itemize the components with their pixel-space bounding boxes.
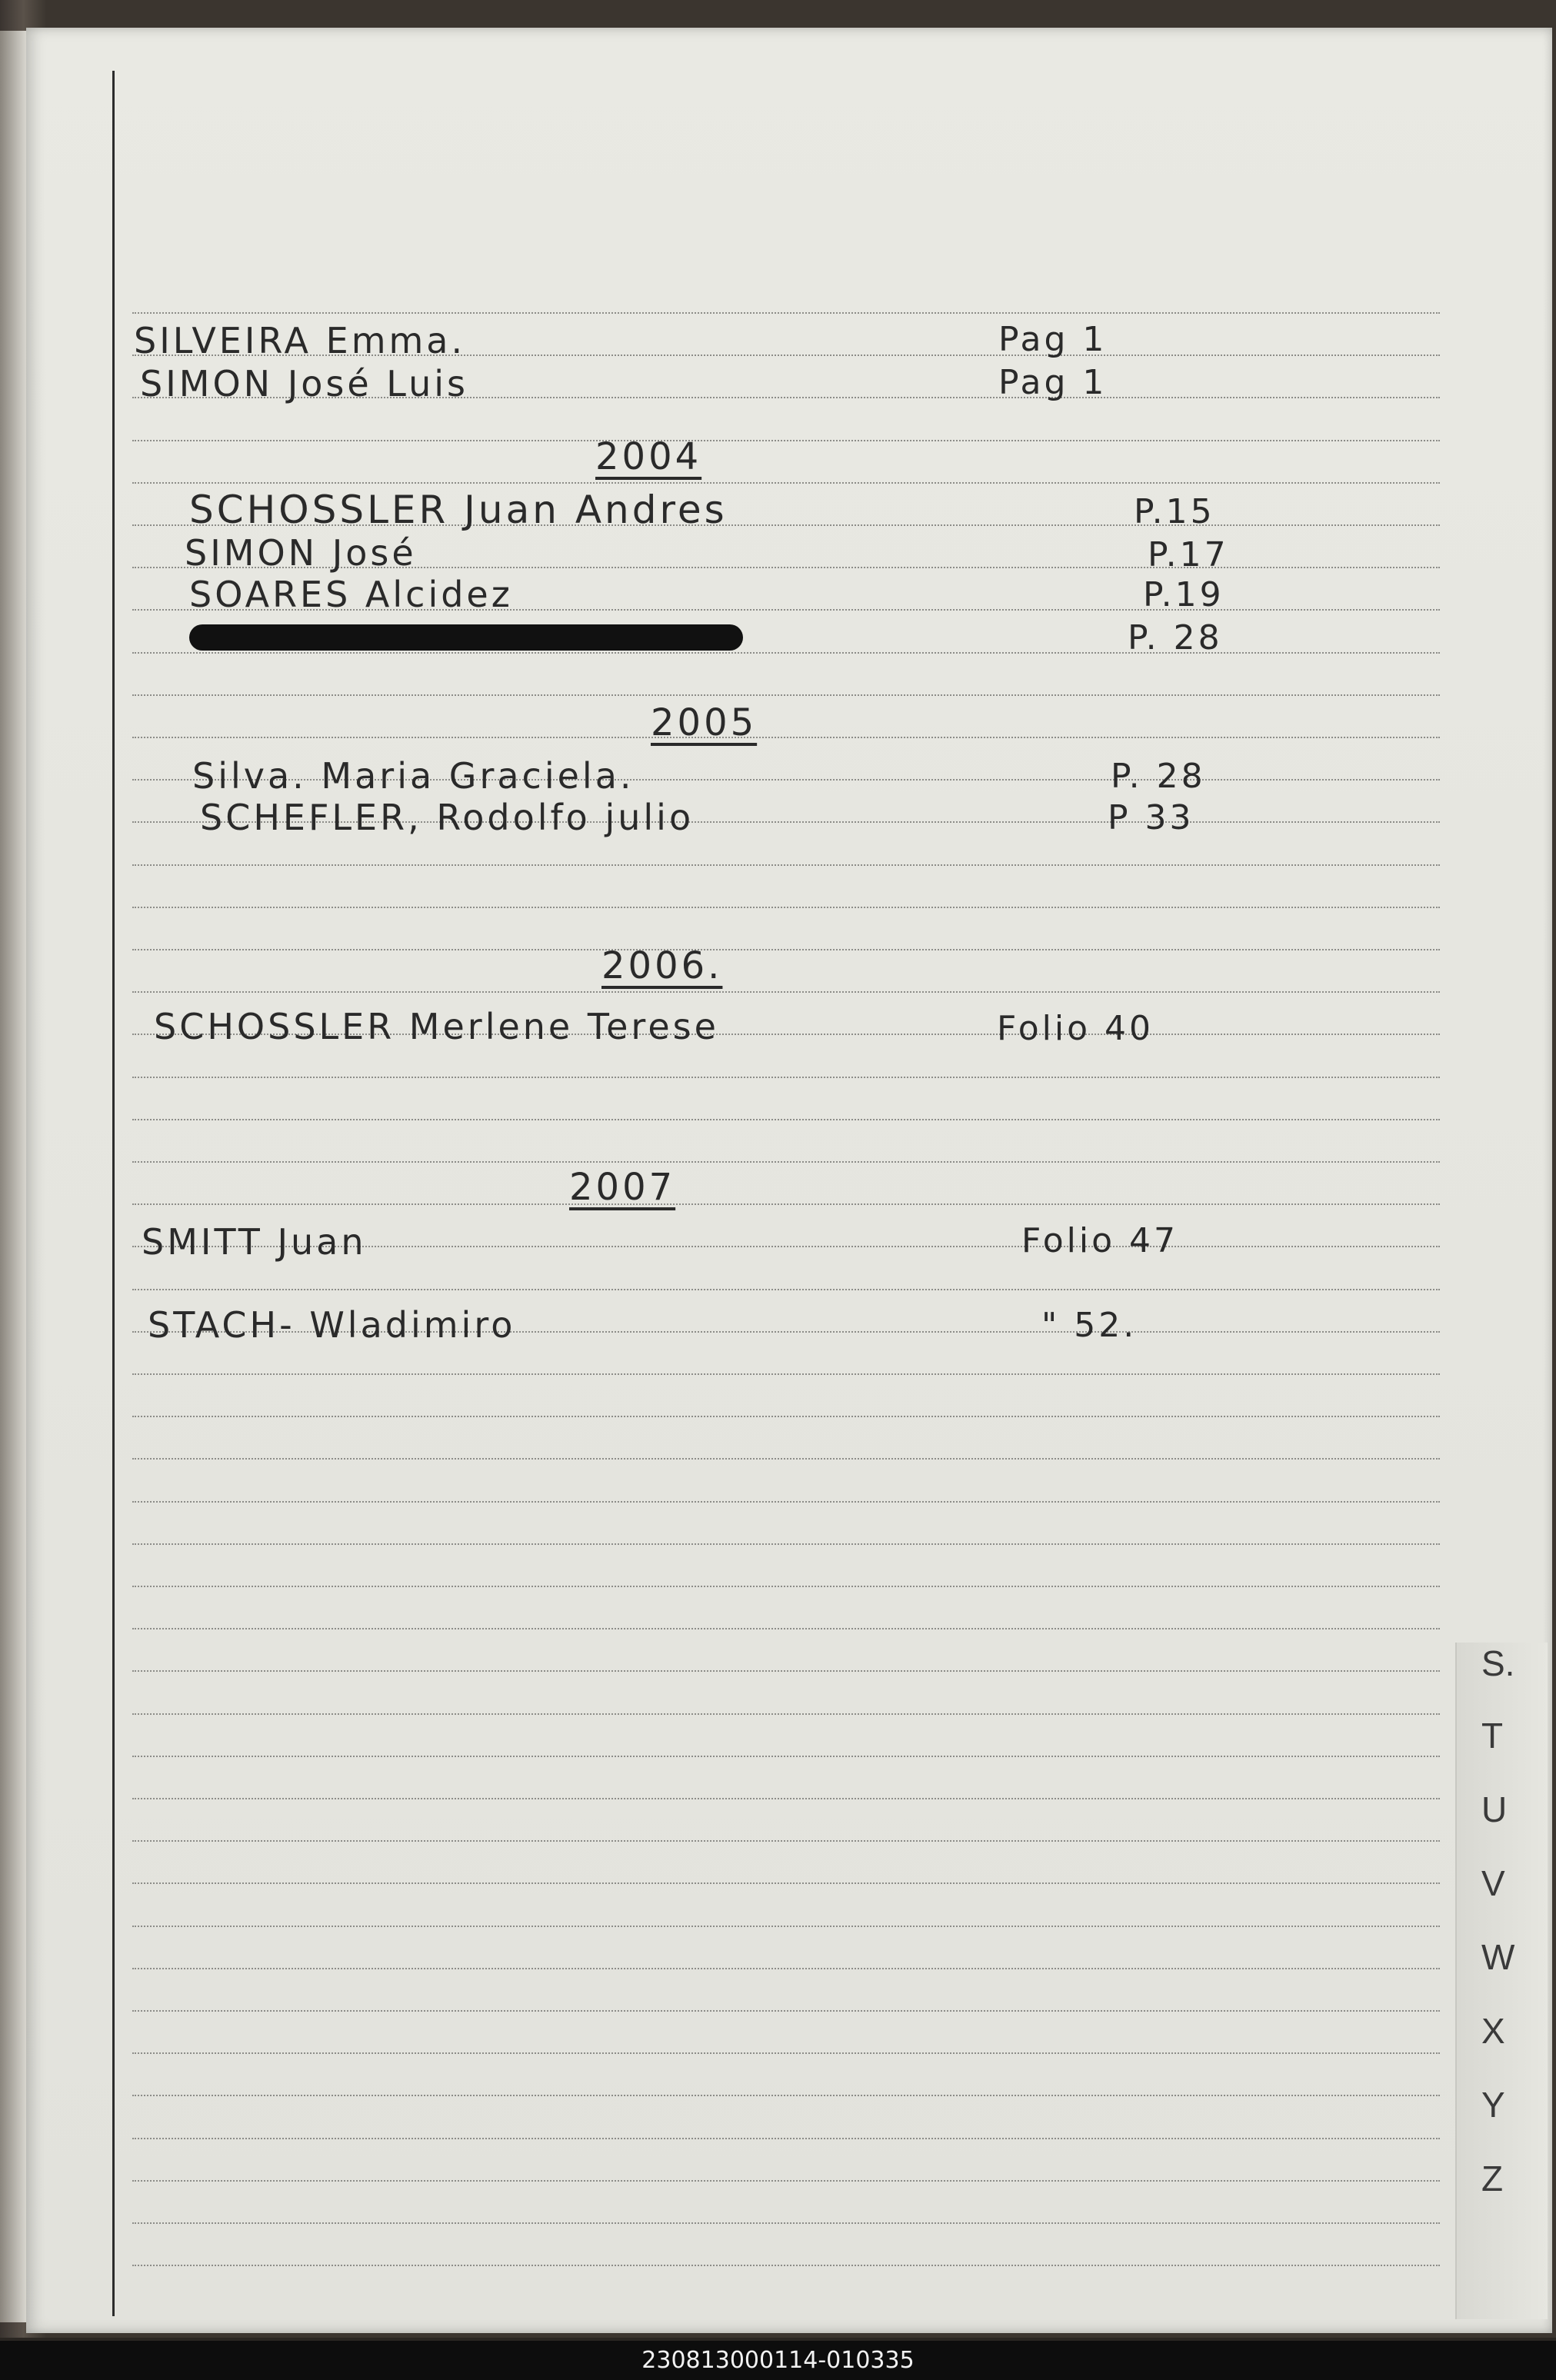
ruled-line	[132, 737, 1440, 738]
entry-page-ref: Pag 1	[998, 363, 1108, 402]
entry-name: SCHOSSLER Merlene Terese	[154, 1006, 719, 1047]
entry-page-ref: " 52.	[1041, 1306, 1138, 1345]
index-tab-x[interactable]: X	[1481, 2011, 1505, 2051]
margin-line	[112, 71, 115, 2316]
ruled-line	[132, 2138, 1440, 2139]
ruled-line	[132, 1798, 1440, 1799]
entry-name: SIMON José Luis	[140, 363, 469, 404]
ledger-page	[26, 28, 1552, 2333]
ruled-line	[132, 991, 1440, 993]
year-heading: 2005	[651, 701, 758, 744]
ruled-line	[132, 1416, 1440, 1417]
entry-page-ref: P.15	[1134, 492, 1215, 531]
ruled-line	[132, 1119, 1440, 1120]
redacted-entry	[189, 624, 743, 651]
ruled-line	[132, 652, 1440, 654]
ruled-line	[132, 1373, 1440, 1375]
ruled-line	[132, 1501, 1440, 1503]
index-tab-v[interactable]: V	[1481, 1863, 1505, 1903]
entry-name: SOARES Alcidez	[189, 574, 513, 615]
year-heading: 2006.	[601, 944, 723, 987]
ruled-line	[132, 2180, 1440, 2182]
ruled-line	[132, 907, 1440, 908]
entry-page-ref: Folio 40	[997, 1009, 1155, 1048]
ruled-line	[132, 949, 1440, 950]
ruled-line	[132, 1840, 1440, 1842]
ruled-line	[132, 312, 1440, 314]
entry-page-ref: P. 28	[1111, 757, 1206, 796]
ruled-line	[132, 1161, 1440, 1163]
index-tab-t[interactable]: T	[1481, 1716, 1504, 1756]
entry-page-ref: P 33	[1108, 798, 1194, 837]
ruled-line	[132, 2095, 1440, 2096]
year-heading: 2007	[569, 1166, 676, 1209]
ruled-line	[132, 1203, 1440, 1205]
ruled-line	[132, 1670, 1440, 1672]
ruled-line	[132, 1586, 1440, 1587]
entry-page-ref: P.17	[1148, 535, 1229, 574]
ruled-line	[132, 2222, 1440, 2224]
ruled-line	[132, 1628, 1440, 1629]
ruled-line	[132, 2052, 1440, 2054]
ruled-line	[132, 1543, 1440, 1545]
scan-identifier: 230813000114-010335	[0, 2341, 1556, 2380]
previous-page-edge	[0, 31, 26, 2322]
index-tab-z[interactable]: Z	[1481, 2159, 1504, 2199]
entry-page-ref: Pag 1	[998, 320, 1108, 359]
ruled-line	[132, 1882, 1440, 1884]
ruled-line	[132, 482, 1440, 484]
entry-page-ref: P.19	[1143, 575, 1224, 614]
ruled-line	[132, 1458, 1440, 1460]
entry-name: SILVEIRA Emma.	[134, 320, 466, 361]
ruled-line	[132, 864, 1440, 866]
ruled-line	[132, 1756, 1440, 1757]
index-tab-u[interactable]: U	[1481, 1789, 1508, 1829]
entry-name: SMITT Juan	[142, 1221, 367, 1263]
ruled-line	[132, 1926, 1440, 1927]
ruled-line	[132, 1077, 1440, 1078]
ruled-line	[132, 1289, 1440, 1290]
entry-name: SCHOSSLER Juan Andres	[189, 488, 728, 532]
entry-name: STACH- Wladimiro	[148, 1304, 516, 1346]
entry-page-ref: P. 28	[1128, 618, 1223, 657]
entry-name: SCHEFLER, Rodolfo julio	[200, 797, 695, 838]
index-tab-y[interactable]: Y	[1481, 2085, 1505, 2125]
ruled-line	[132, 440, 1440, 441]
ruled-line	[132, 1968, 1440, 1969]
ruled-line	[132, 1713, 1440, 1715]
index-tab-w[interactable]: W	[1481, 1937, 1515, 1977]
ruled-line	[132, 2265, 1440, 2266]
entry-name: SIMON José	[185, 532, 417, 574]
entry-name: Silva. Maria Graciela.	[192, 755, 635, 797]
ruled-line	[132, 694, 1440, 696]
index-tab-s[interactable]: S.	[1481, 1643, 1515, 1683]
ruled-line	[132, 2010, 1440, 2012]
year-heading: 2004	[595, 435, 702, 478]
entry-page-ref: Folio 47	[1021, 1221, 1179, 1260]
